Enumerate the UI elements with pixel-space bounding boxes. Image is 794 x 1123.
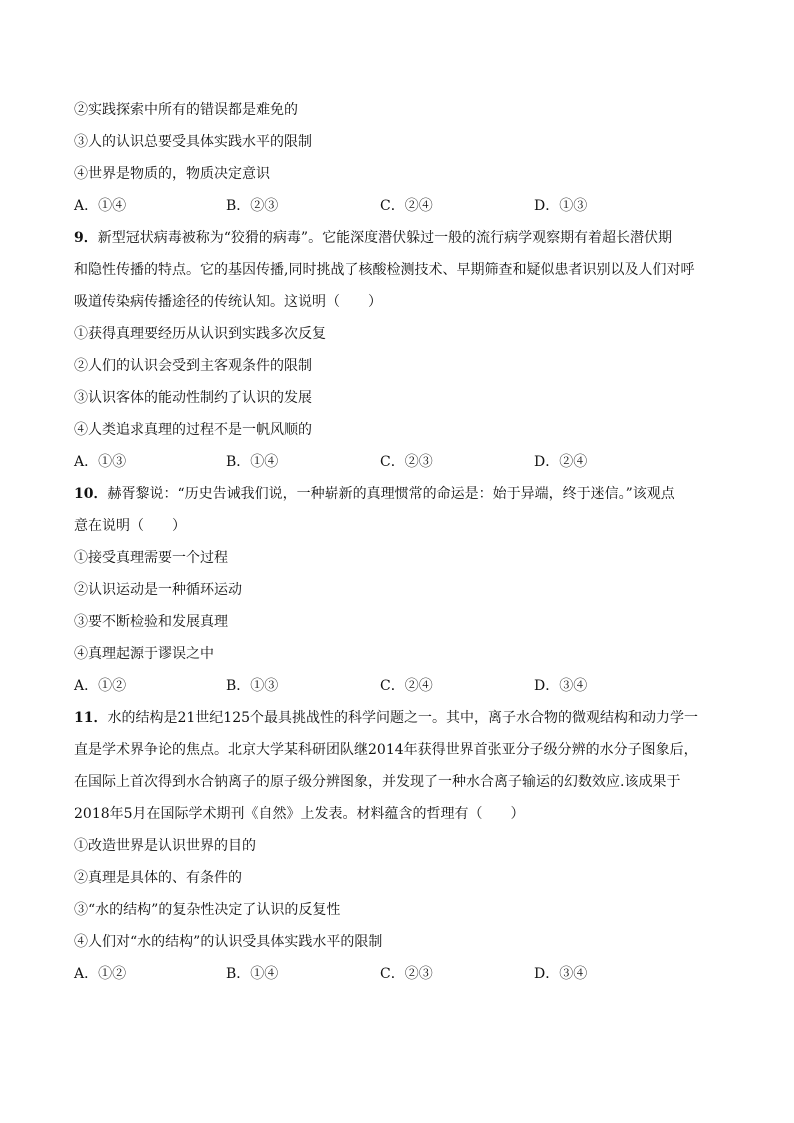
q10-stem-text-1: 赫胥黎说：“历史告诫我们说，一种崭新的真理惯常的命运是：始于异端，终于迷信。”该观点 xyxy=(107,486,675,502)
q10-option-2: ②认识运动是一种循环运动 xyxy=(74,582,242,598)
q11-option-1: ①改造世界是认识世界的目的 xyxy=(74,838,256,854)
q10-number: 10． xyxy=(74,486,108,502)
q9-stem-line-2: 和隐性传播的特点。它的基因传播,同时挑战了核酸检测技术、早期筛查和疑似患者识别以及人们对呼 xyxy=(74,262,695,278)
q11-choice-b[interactable]: B．①④ xyxy=(226,966,279,982)
q9-stem-line-3: 吸道传染病传播途径的传统认知。这说明（ ） xyxy=(74,294,382,310)
q11-option-2: ②真理是具体的、有条件的 xyxy=(74,870,242,886)
q11-stem-line-3: 在国际上首次得到水合钠离子的原子级分辨图象，并发现了一种水合离子输运的幻数效应.该成果于 xyxy=(74,774,681,790)
q11-choice-d[interactable]: D．③④ xyxy=(534,966,588,982)
q11-stem-line-2: 直是学术界争论的焦点。北京大学某科研团队继2014年获得世界首张亚分子级分辨的水分子图象后， xyxy=(74,742,698,758)
q9-option-3: ③认识客体的能动性制约了认识的发展 xyxy=(74,390,312,406)
q9-number: 9． xyxy=(74,230,98,246)
q9-choice-c[interactable]: C．②③ xyxy=(380,454,433,470)
q9-choices xyxy=(74,452,734,472)
q11-stem-line-1 xyxy=(74,708,734,728)
q9-choice-d[interactable]: D．②④ xyxy=(534,454,588,470)
q10-option-4: ④真理起源于谬误之中 xyxy=(74,646,214,662)
q8-choice-c[interactable]: C．②④ xyxy=(380,198,433,214)
q8-option-2: ②实践探索中所有的错误都是难免的 xyxy=(74,102,298,118)
q8-choices xyxy=(74,196,734,216)
q11-choice-c[interactable]: C．②③ xyxy=(380,966,433,982)
q9-option-2: ②人们的认识会受到主客观条件的限制 xyxy=(74,358,312,374)
q10-choices xyxy=(74,676,734,696)
q9-stem-line-1 xyxy=(74,228,734,248)
q8-option-3: ③人的认识总要受具体实践水平的限制 xyxy=(74,134,312,150)
q10-stem-line-1 xyxy=(74,484,734,504)
q9-option-4: ④人类追求真理的过程不是一帆风顺的 xyxy=(74,422,312,438)
q9-option-1: ①获得真理要经历从认识到实践多次反复 xyxy=(74,326,326,342)
q8-choice-b[interactable]: B．②③ xyxy=(226,198,279,214)
q10-choice-b[interactable]: B．①③ xyxy=(226,678,279,694)
q11-choice-a[interactable]: A．①② xyxy=(74,966,127,982)
q11-number: 11． xyxy=(74,710,108,726)
q8-choice-a[interactable]: A．①④ xyxy=(74,198,127,214)
q11-stem-text-1: 水的结构是21世纪125个最具挑战性的科学问题之一。其中，离子水合物的微观结构和动力学一 xyxy=(107,710,699,726)
q9-stem-text-1: 新型冠状病毒被称为“狡猾的病毒”。它能深度潜伏躲过一般的流行病学观察期有着超长潜伏期 xyxy=(97,230,673,246)
q10-choice-d[interactable]: D．③④ xyxy=(534,678,588,694)
q11-option-4: ④人们对“水的结构”的认识受具体实践水平的限制 xyxy=(74,934,383,950)
q11-stem-line-4: 2018年5月在国际学术期刊《自然》上发表。材料蕴含的哲理有（ ） xyxy=(74,806,525,822)
q10-choice-c[interactable]: C．②④ xyxy=(380,678,433,694)
q10-option-1: ①接受真理需要一个过程 xyxy=(74,550,228,566)
q9-choice-b[interactable]: B．①④ xyxy=(226,454,279,470)
q11-choices xyxy=(74,964,734,984)
q8-option-4: ④世界是物质的，物质决定意识 xyxy=(74,166,270,182)
q8-choice-d[interactable]: D．①③ xyxy=(534,198,588,214)
q9-choice-a[interactable]: A．①③ xyxy=(74,454,127,470)
q11-option-3: ③“水的结构”的复杂性决定了认识的反复性 xyxy=(74,902,341,918)
q10-choice-a[interactable]: A．①② xyxy=(74,678,127,694)
q10-stem-line-2: 意在说明（ ） xyxy=(74,518,186,534)
q10-option-3: ③要不断检验和发展真理 xyxy=(74,614,228,630)
